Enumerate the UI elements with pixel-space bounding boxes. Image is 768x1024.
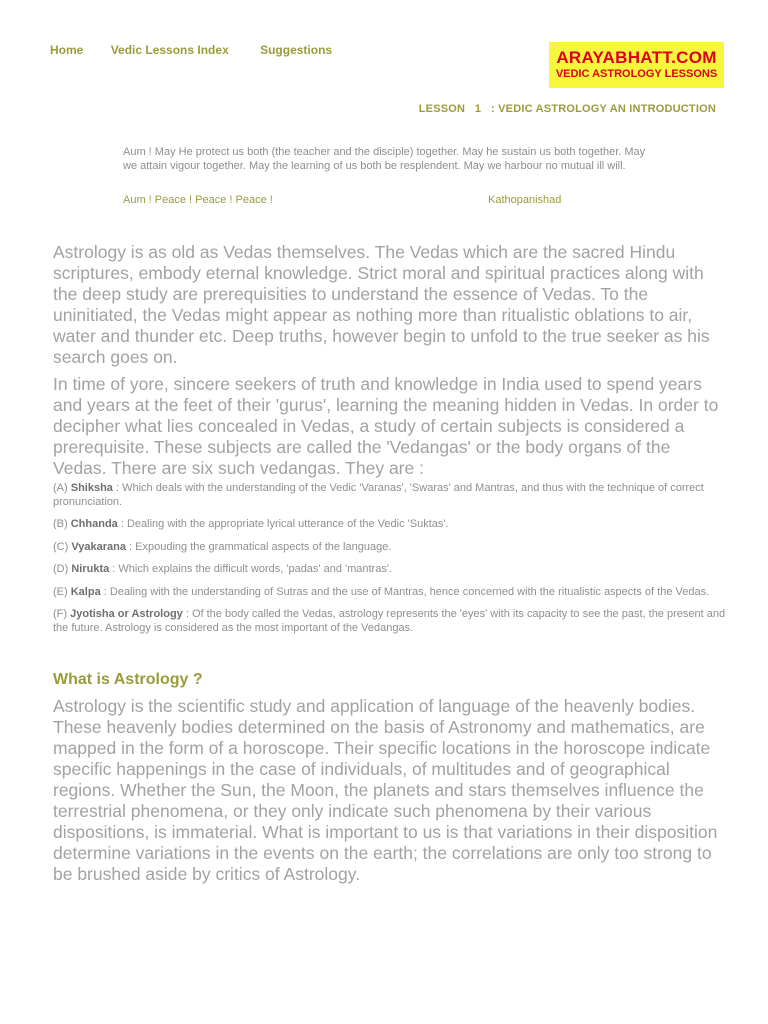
- vedangas-list: [53, 482, 728, 635]
- invocation-source: Kathopanishad: [488, 194, 562, 206]
- intro-paragraph-2: In time of yore, sincere seekers of truth and knowledge in India used to spend years and years at the feet of their 'gurus', learning the meaning hidden in Vedas. In order to decipher what lies concealed in Vedas, a study of certain subjects is considered a prerequisite. These subjects are called the 'Vedangas' or the body organs of the Vedas. There are six such vedangas. They are :: [53, 374, 719, 478]
- nav-link-home[interactable]: Home: [50, 43, 84, 57]
- top-nav: [50, 43, 356, 57]
- list-item: (F) Jyotisha or Astrology : Of the body called the Vedas, astrology represents the 'eyes' with its capacity to see the past, the present and the future. Astrology is considered as the most important of the Vedangas.: [53, 608, 726, 634]
- site-logo[interactable]: [549, 42, 724, 88]
- list-item: (C) Vyakarana : Expouding the grammatical aspects of the language.: [53, 540, 392, 553]
- list-item: (B) Chhanda : Dealing with the appropriate lyrical utterance of the Vedic 'Suktas'.: [53, 518, 449, 530]
- nav-link-vedic-lessons-index[interactable]: Vedic Lessons Index: [110, 43, 229, 57]
- main-content: [53, 242, 728, 891]
- invocation-text: Aum ! May He protect us both (the teacher and the disciple) together. May he sustain us both together. May we attain vigour together. May the learning of us both be resplendent. May we harbour no mutual ill will.: [123, 146, 646, 172]
- what-is-astrology-paragraph: Astrology is the scientific study and application of language of the heavenly bodies. These heavenly bodies determined on the basis of Astronomy and mathematics, are mapped in the form of a horoscope. Their specific locations in the horoscope indicate specific happenings in the case of individuals, of multitudes and of geographical regions. Whether the Sun, the Moon, the planets and stars themselves influence the terrestrial phenomena, or they only indicate such phenomena by their various dispositions, is immaterial. What is important to us is that variations in their disposition determine variations in the events on the earth; the correlations are only too strong to be brushed aside by critics of Astrology.: [53, 696, 718, 884]
- invocation-peace: Aum ! Peace ! Peace ! Peace !: [123, 194, 273, 206]
- intro-paragraph-1: Astrology is as old as Vedas themselves. The Vedas which are the sacred Hindu scriptures, embody eternal knowledge. Strict moral and spiritual practices along with the deep study are prerequisities to understand the essence of Vedas. To the uninitiated, the Vedas might appear as nothing more than ritualistic oblations to air, water and thunder etc. Deep truths, however begin to unfold to the true seeker as his search goes on.: [53, 242, 710, 367]
- what-is-astrology-heading: What is Astrology ?: [53, 671, 203, 688]
- invocation-peace-line: [123, 194, 653, 206]
- list-item: (E) Kalpa : Dealing with the understanding of Sutras and the use of Mantras, hence concerned with the ritualistic aspects of the Vedas.: [53, 585, 710, 598]
- list-item: (A) Shiksha : Which deals with the understanding of the Vedic 'Varanas', 'Swaras' and Mantras, and thus with the technique of correct pronunciation.: [53, 482, 704, 508]
- site-logo-title: ARAYABHATT.COM: [556, 48, 717, 67]
- site-logo-subtitle: VEDIC ASTROLOGY LESSONS: [555, 68, 718, 80]
- nav-link-suggestions[interactable]: Suggestions: [260, 43, 333, 57]
- list-item: (D) Nirukta : Which explains the difficult words, 'padas' and 'mantras'.: [53, 563, 392, 575]
- lesson-heading: LESSON 1 : VEDIC ASTROLOGY AN INTRODUCTION: [418, 103, 716, 115]
